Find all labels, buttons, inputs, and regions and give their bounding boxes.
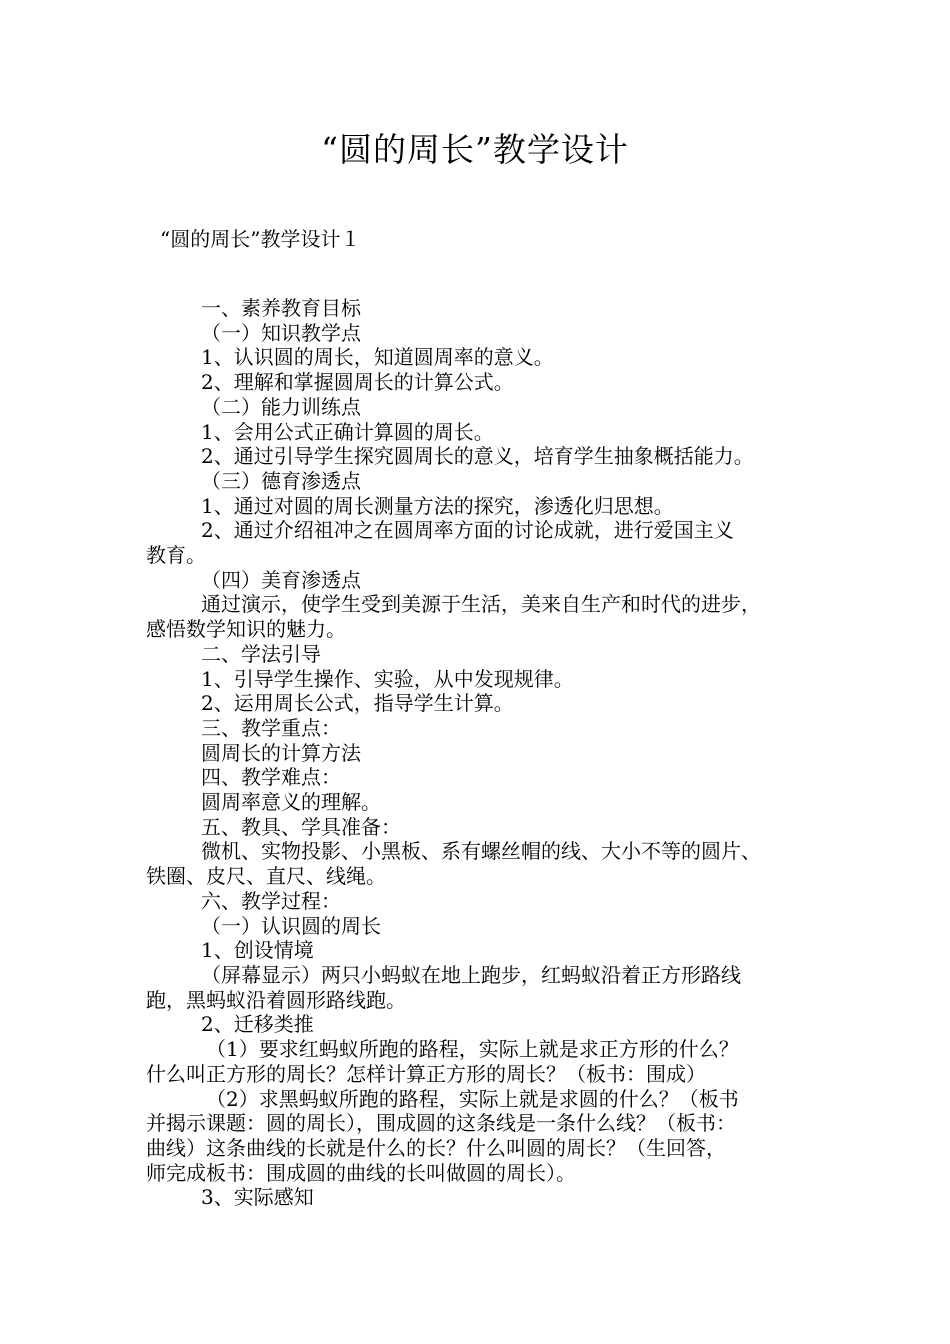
paragraph-line: 教育。: [146, 543, 206, 568]
subsection-heading: （一）认识圆的周长: [201, 913, 381, 938]
paragraph-line: 圆周长的计算方法: [201, 740, 361, 765]
paragraph-line: 2、理解和掌握圆周长的计算公式。: [201, 370, 514, 395]
subsection-heading: （一）知识教学点: [201, 320, 361, 345]
paragraph-line: 3、实际感知: [201, 1185, 314, 1210]
paragraph-line: 1、通过对圆的周长测量方法的探究，渗透化归思想。: [201, 493, 674, 518]
section-heading: 六、教学过程：: [201, 888, 341, 913]
section-heading: 四、教学难点：: [201, 765, 341, 790]
section-heading: 三、教学重点：: [201, 715, 341, 740]
paragraph-line: 1、认识圆的周长，知道圆周率的意义。: [201, 345, 554, 370]
section-heading: 一、素养教育目标: [201, 296, 361, 320]
paragraph-line: 铁圈、皮尺、直尺、线绳。: [146, 864, 386, 889]
paragraph-line: 师完成板书：围成圆的曲线的长叫做圆的周长）。: [146, 1160, 576, 1185]
subsection-heading: （二）能力训练点: [201, 394, 361, 419]
paragraph-line: （2）求黑蚂蚁所跑的路程，实际上就是求圆的什么？（板书: [206, 1086, 739, 1111]
subsection-heading: （四）美育渗透点: [201, 567, 361, 592]
paragraph-line: 2、通过介绍祖冲之在圆周率方面的讨论成就，进行爱国主义: [201, 518, 734, 543]
paragraph-line: 什么叫正方形的周长？怎样计算正方形的周长？（板书：围成）: [146, 1061, 706, 1086]
paragraph-line: 并揭示课题：圆的周长），围成圆的这条线是一条什么线？（板书：: [146, 1111, 736, 1136]
paragraph-line: 通过演示，使学生受到美源于生活，美来自生产和时代的进步，: [201, 592, 761, 617]
paragraph-line: 曲线）这条曲线的长就是什么的长？什么叫圆的周长？（生回答，: [146, 1135, 726, 1160]
paragraph-line: 跑，黑蚂蚁沿着圆形路线跑。: [146, 987, 406, 1012]
paragraph-line: （屏幕显示）两只小蚂蚁在地上跑步，红蚂蚁沿着正方形路线: [201, 962, 741, 987]
document-title: “圆的周长”教学设计: [321, 130, 629, 169]
section-heading: 二、学法引导: [201, 641, 321, 666]
paragraph-line: 微机、实物投影、小黑板、系有螺丝帽的线、大小不等的圆片、: [201, 839, 761, 864]
document-subtitle: “圆的周长”教学设计１: [160, 227, 361, 251]
subsection-heading: （三）德育渗透点: [201, 468, 361, 493]
paragraph-line: 2、迁移类推: [201, 1012, 314, 1037]
section-heading: 五、教具、学具准备：: [201, 814, 401, 839]
paragraph-line: 2、运用周长公式，指导学生计算。: [201, 691, 514, 716]
paragraph-line: 2、通过引导学生探究圆周长的意义，培育学生抽象概括能力。: [201, 444, 754, 469]
paragraph-line: 圆周率意义的理解。: [201, 790, 381, 815]
document-body: [146, 296, 836, 1210]
paragraph-line: 1、会用公式正确计算圆的周长。: [201, 419, 494, 444]
paragraph-line: 1、引导学生操作、实验，从中发现规律。: [201, 666, 574, 691]
paragraph-line: 感悟数学知识的魅力。: [146, 617, 346, 642]
paragraph-line: 1、创设情境: [201, 938, 314, 963]
paragraph-line: （1）要求红蚂蚁所跑的路程，实际上就是求正方形的什么？: [206, 1037, 739, 1062]
